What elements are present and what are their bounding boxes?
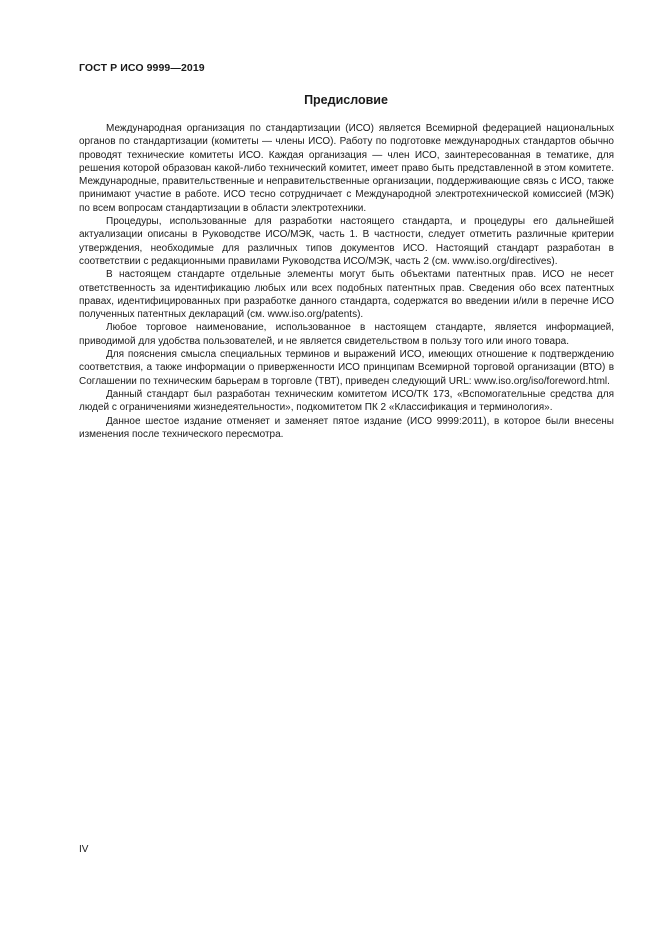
paragraph-procedures: Процедуры, использованные для разработки настоящего стандарта, и процедуры его дальнейшей актуализации описаны в Руководстве ИСО/МЭК, часть 1. В частности, следует отметить различные критерии утверждения, необходимые для различных типов документов ИСО. Настоящий стандарт разработан в соответствии с редакционными правилами Руководства ИСО/МЭК, часть 2 (см. www.iso.org/directives). xyxy=(79,216,614,267)
paragraph-patents: В настоящем стандарте отдельные элементы могут быть объектами патентных прав. ИСО не несет ответственность за идентификацию любых или всех подобных патентных прав. Сведения обо всех патентных правах, идентифицированных при разработке данного стандарта, содержатся во введении и/или в перечне ИСО полученных патентных деклараций (см. www.iso.org/patents). xyxy=(79,269,614,321)
paragraph-edition: Данное шестое издание отменяет и заменяет пятое издание (ИСО 9999:2011), в которое были внесены изменения после технического пересмотра. xyxy=(79,415,614,440)
paragraph-iso-intro: Международная организация по стандартизации (ИСО) является Всемирной федерацией национальных органов по стандартизации (комитеты — члены ИСО). Работу по подготовке международных стандартов обычно проводят технические комитеты ИСО. Каждая организация — член ИСО, заинтересованная в тематике, для решения которой образован какой-либо технический комитет, имеет право быть представленной в этом комитете. Международные, правительственные и неправительственные организации, поддерживающие связь с ИСО, также принимают участие в работе. ИСО тесно сотрудничает с Международной электротехнической комиссией (МЭК) по всем вопросам стандартизации в области электротехники. xyxy=(79,123,614,214)
document-header: ГОСТ Р ИСО 9999—2019 xyxy=(79,62,205,74)
paragraph-committee: Данный стандарт был разработан техническим комитетом ИСО/ТК 173, «Вспомогательные средства для людей с ограничениями жизнедеятельности», подкомитетом ПК 2 «Классификация и терминология». xyxy=(79,388,614,414)
page-number: IV xyxy=(79,844,89,855)
paragraph-trade-names: Любое торговое наименование, использованное в настоящем стандарте, является информацией, приводимой для удобства пользователей, и не является свидетельством в пользу того или иного товара. xyxy=(79,322,614,347)
paragraph-terms-url: Для пояснения смысла специальных терминов и выражений ИСО, имеющих отношение к подтверждению соответствия, а также информации о приверженности ИСО принципам Всемирной торговой организации (ВТО) в Соглашении по техническим барьерам в торговле (ТВТ), приведен следующий URL: www.iso.org/iso/foreword.html. xyxy=(79,349,614,387)
foreword-body xyxy=(79,122,614,441)
page-title: Предисловие xyxy=(304,93,388,107)
